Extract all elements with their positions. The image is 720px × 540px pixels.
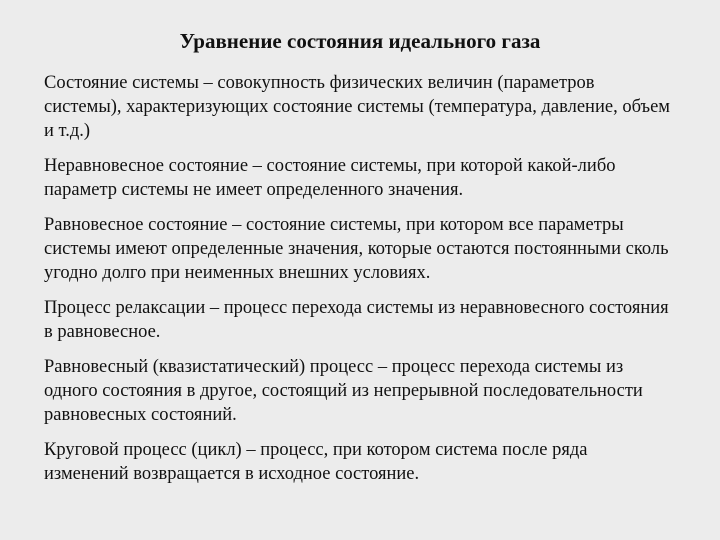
- definition-cyclic-process: Круговой процесс (цикл) – процесс, при котором система после ряда изменений возвращается в исходное состояние.: [44, 440, 588, 484]
- definition-equilibrium-state: Равновесное состояние – состояние системы, при котором все параметры системы имеют определенные значения, которые остаются постоянными сколь угодно долго при неименных внешних условиях.: [44, 215, 669, 283]
- page-title: Уравнение состояния идеального газа: [179, 29, 541, 53]
- definition-relaxation-process: Процесс релаксации – процесс перехода системы из неравновесного состояния в равновесное.: [44, 298, 669, 342]
- definition-system-state: Состояние системы – совокупность физических величин (параметров системы), характеризующих состояние системы (температура, давление, объем и т.д.): [44, 73, 671, 141]
- definition-quasistatic-process: Равновесный (квазистатический) процесс – процесс перехода системы из одного состояния в другое, состоящий из непрерывной последовательности равновесных состояний.: [44, 357, 643, 425]
- definition-nonequilibrium-state: Неравновесное состояние – состояние системы, при которой какой-либо параметр системы не имеет определенного значения.: [44, 156, 616, 200]
